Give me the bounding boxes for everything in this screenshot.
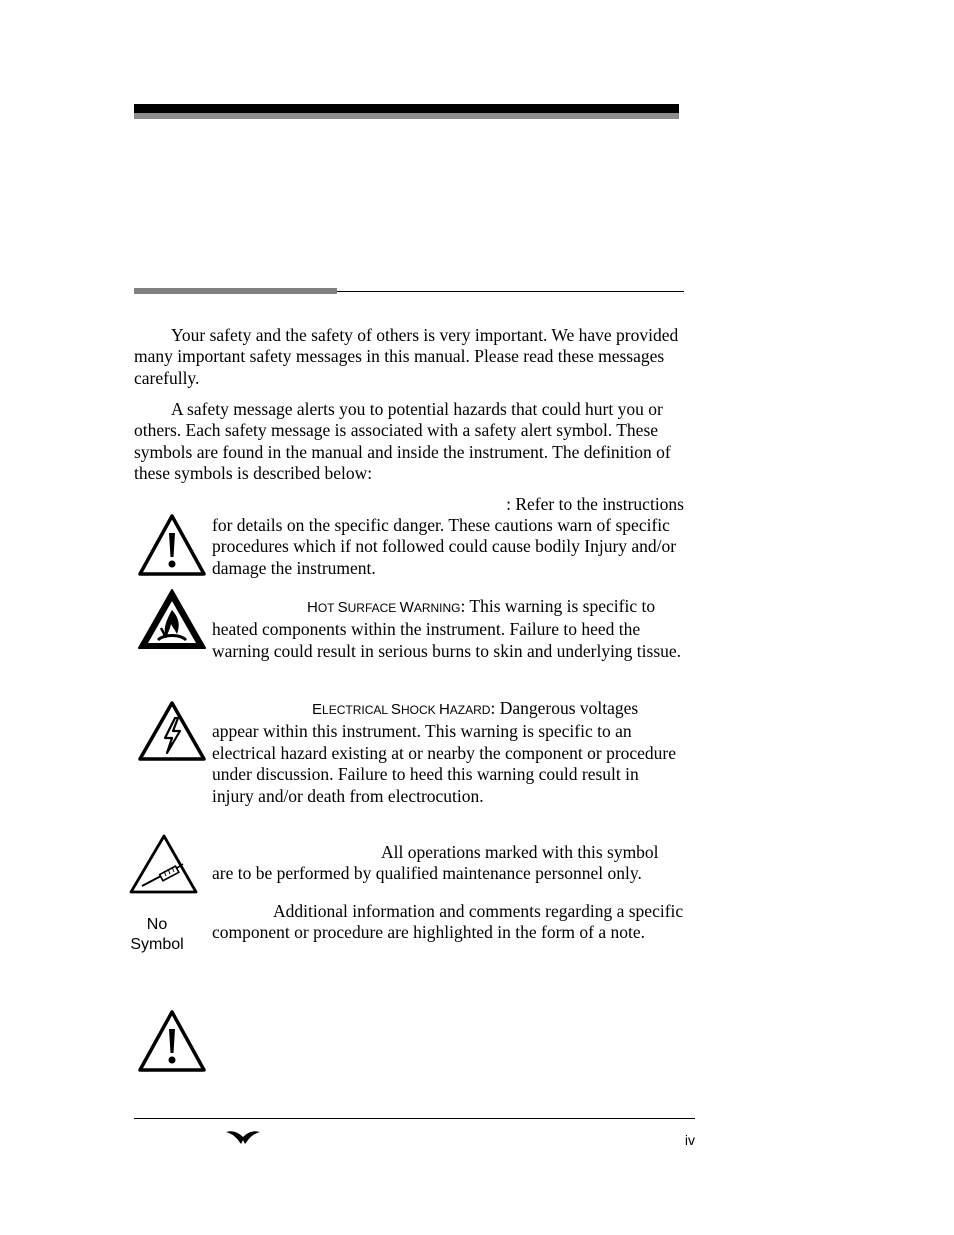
header-bar-gray (134, 113, 679, 119)
electrical-shock-icon (137, 700, 207, 762)
intro-paragraph-1: Your safety and the safety of others is very important. We have provided many important safety messages in this manual. Please read these messages carefully. (134, 325, 679, 388)
caution-lead-text: : Refer to the instructions (506, 494, 684, 514)
electrical-shock-title: ELECTRICAL SHOCK HAZARD (312, 701, 491, 718)
technician-screwdriver-icon (128, 833, 198, 895)
intro-paragraph-2: A safety message alerts you to potential hazards that could hurt you or others. Each safety message is associated with a safety alert symbol. These symbols are found in the manual and inside the instrument. The definition of these symbols is described below: (134, 399, 671, 484)
page-number: iv (684, 1132, 695, 1148)
footer-rule (134, 1118, 695, 1119)
no-symbol-label: No Symbol (130, 916, 184, 953)
hot-surface-description: HOT SURFACE WARNING: This warning is specific to heated components within the instrument. Failure to heed the warning could result in serious burns to skin and underlying tissue. (212, 596, 682, 661)
hot-surface-icon (137, 588, 207, 650)
section-rule-thin (337, 291, 684, 292)
note-description: Additional information and comments regarding a specific component or procedure are highlighted in the form of a note. (212, 901, 684, 943)
electrical-shock-description: ELECTRICAL SHOCK HAZARD: Dangerous voltages appear within this instrument. This warning is specific to an electrical hazard existing at or nearby the component or procedure under discussion. Failure to heed this warning could result in injury and/or death from electrocution. (212, 698, 677, 806)
caution-description: for details on the specific danger. These cautions warn of specific procedures which if not followed could cause bodily Injury and/or damage the instrument. (212, 515, 677, 578)
technician-description: All operations marked with this symbol are to be performed by qualified maintenance personnel only. (212, 842, 659, 884)
section-rule-thick (134, 288, 337, 294)
header-bar-black (134, 104, 679, 113)
caution-triangle-icon (137, 513, 207, 577)
caution-triangle-icon (137, 1009, 207, 1073)
hot-surface-title: HOT SURFACE WARNING (307, 599, 461, 616)
teledyne-logo-icon (224, 1128, 262, 1146)
